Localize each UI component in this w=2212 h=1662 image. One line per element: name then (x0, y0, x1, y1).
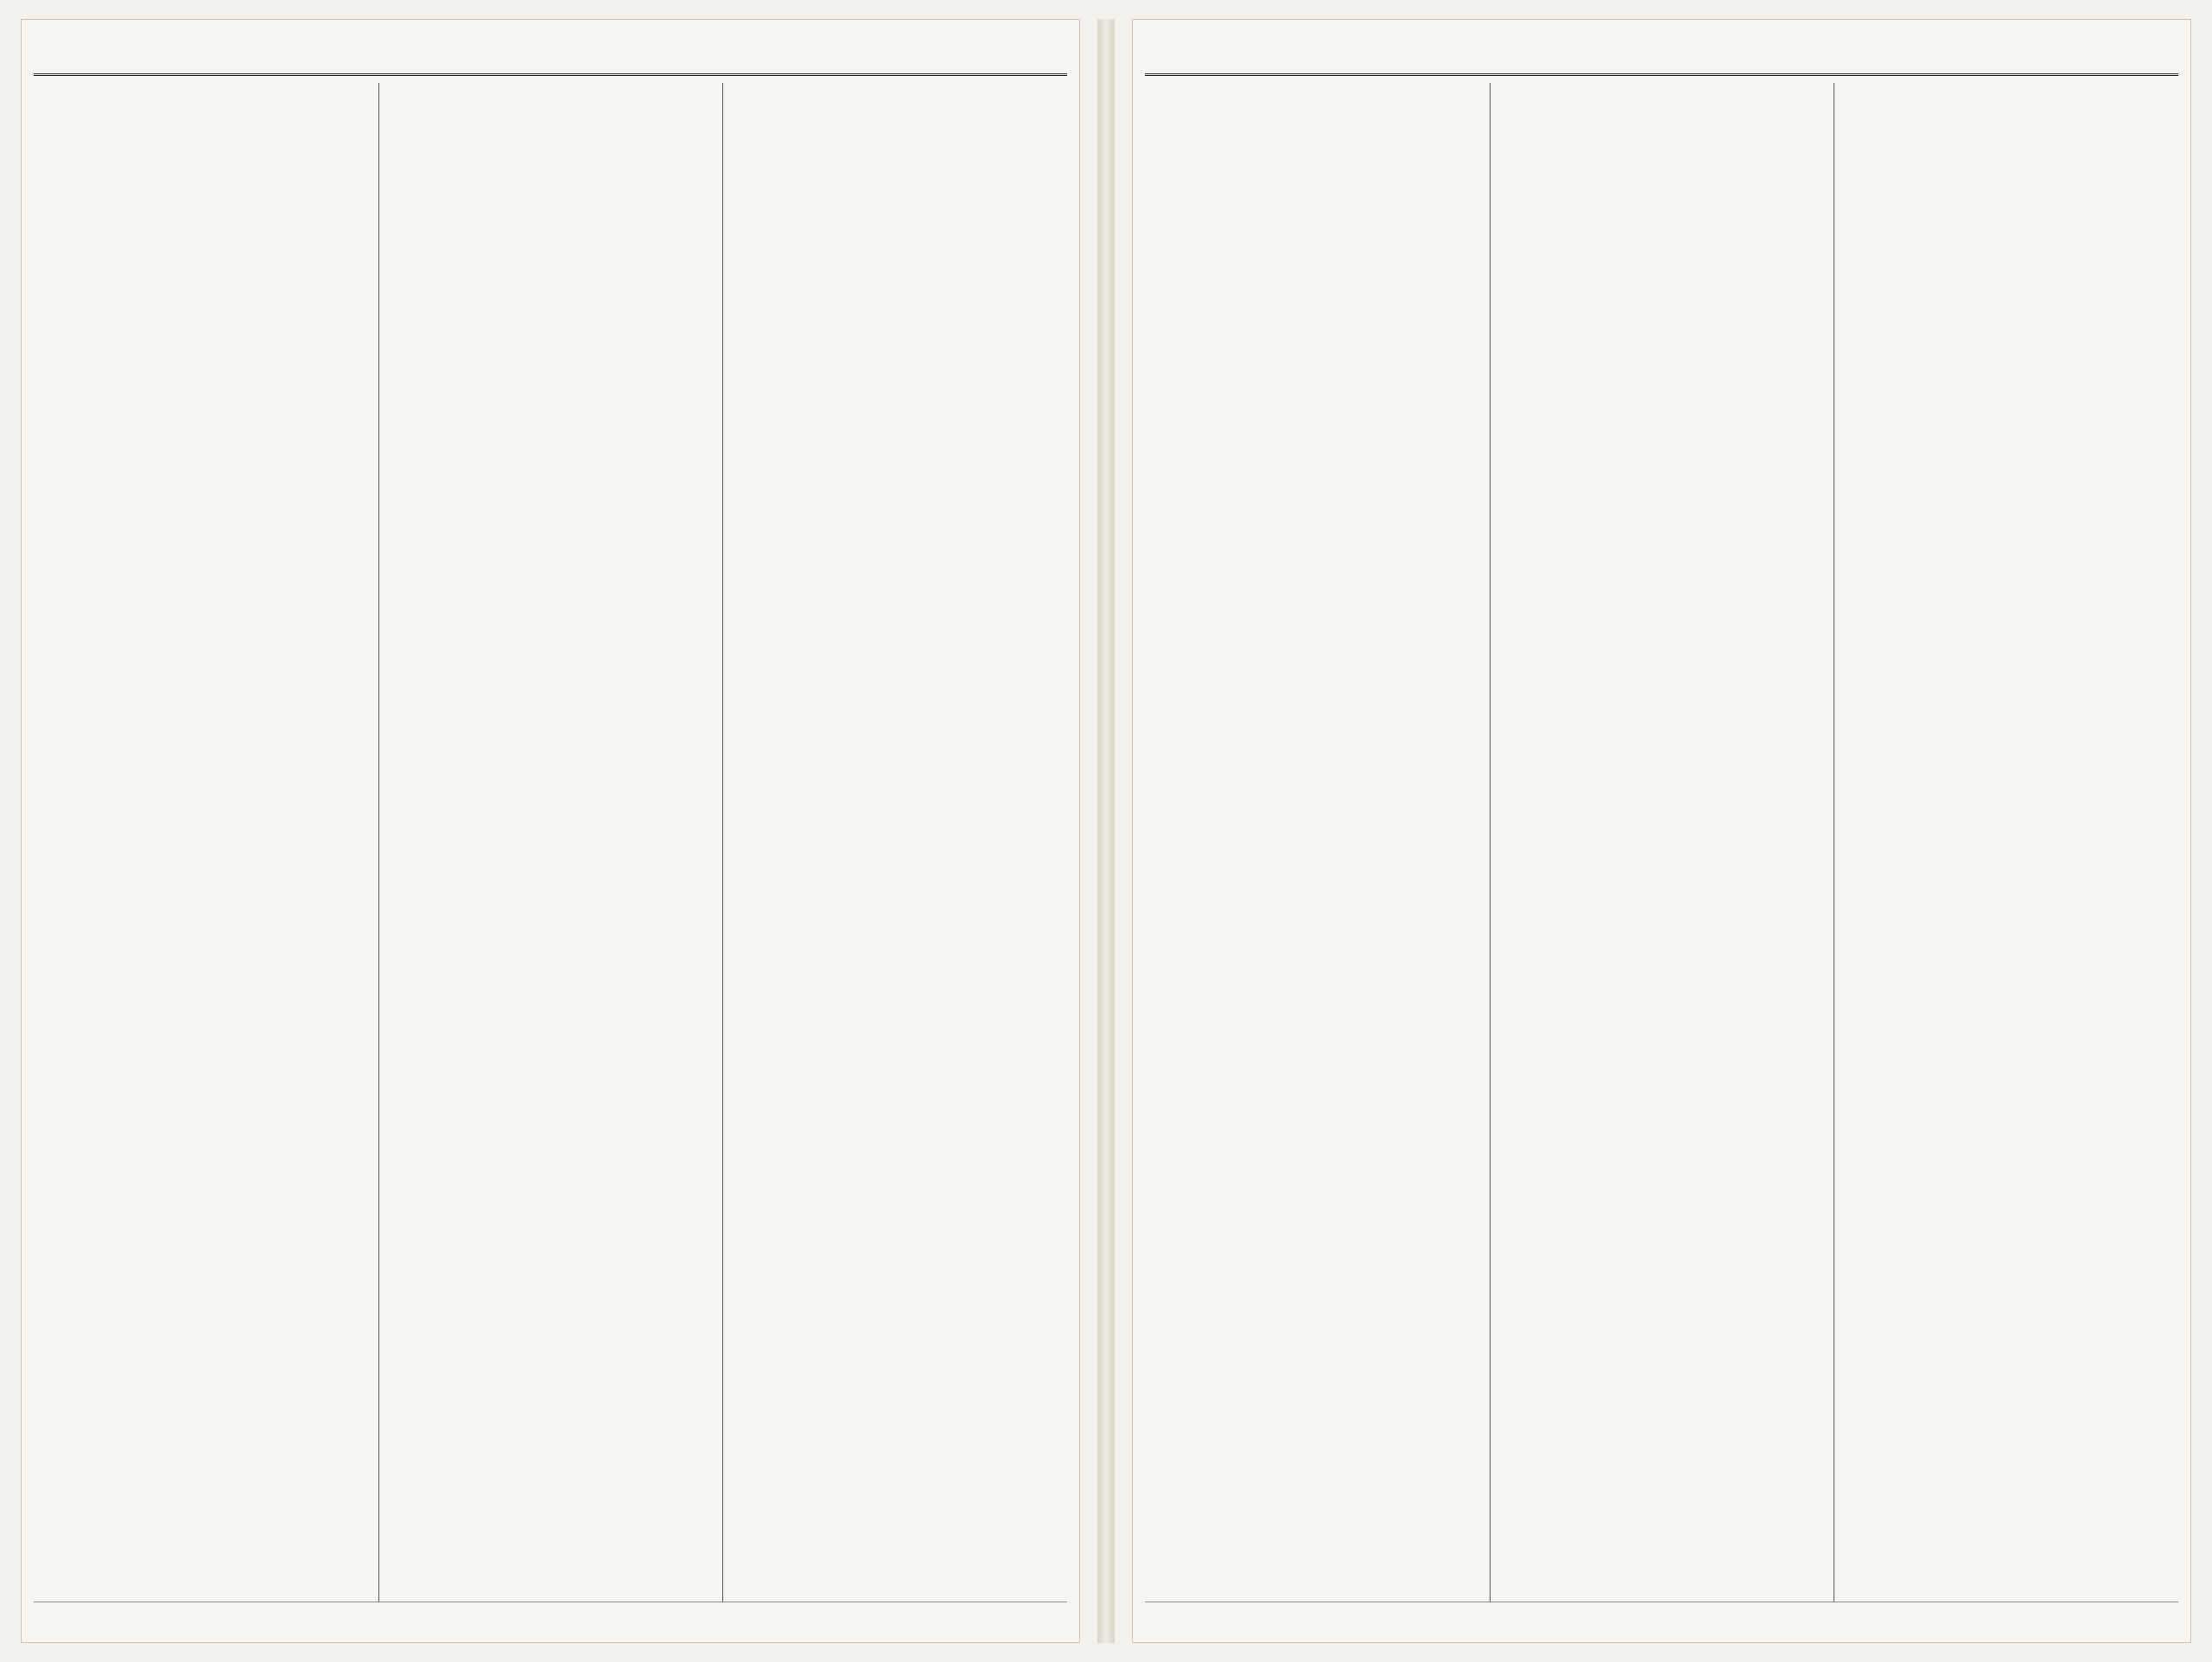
right-page (1132, 19, 2191, 1643)
right-column-3 (1145, 83, 1490, 1602)
left-column-2 (378, 83, 723, 1602)
right-column-1 (1834, 83, 2178, 1602)
right-page-footer (1145, 1602, 2178, 1632)
left-page-footer (34, 1602, 1067, 1632)
right-page-header (1145, 29, 2178, 76)
left-column-1 (722, 83, 1067, 1602)
newspaper-spread (21, 19, 2191, 1643)
page-gutter (1097, 19, 1115, 1643)
left-page (21, 19, 1080, 1643)
left-page-header (34, 29, 1067, 76)
left-column-3 (34, 83, 378, 1602)
right-column-2 (1490, 83, 1834, 1602)
left-page-columns (34, 83, 1067, 1602)
right-page-columns (1145, 83, 2178, 1602)
